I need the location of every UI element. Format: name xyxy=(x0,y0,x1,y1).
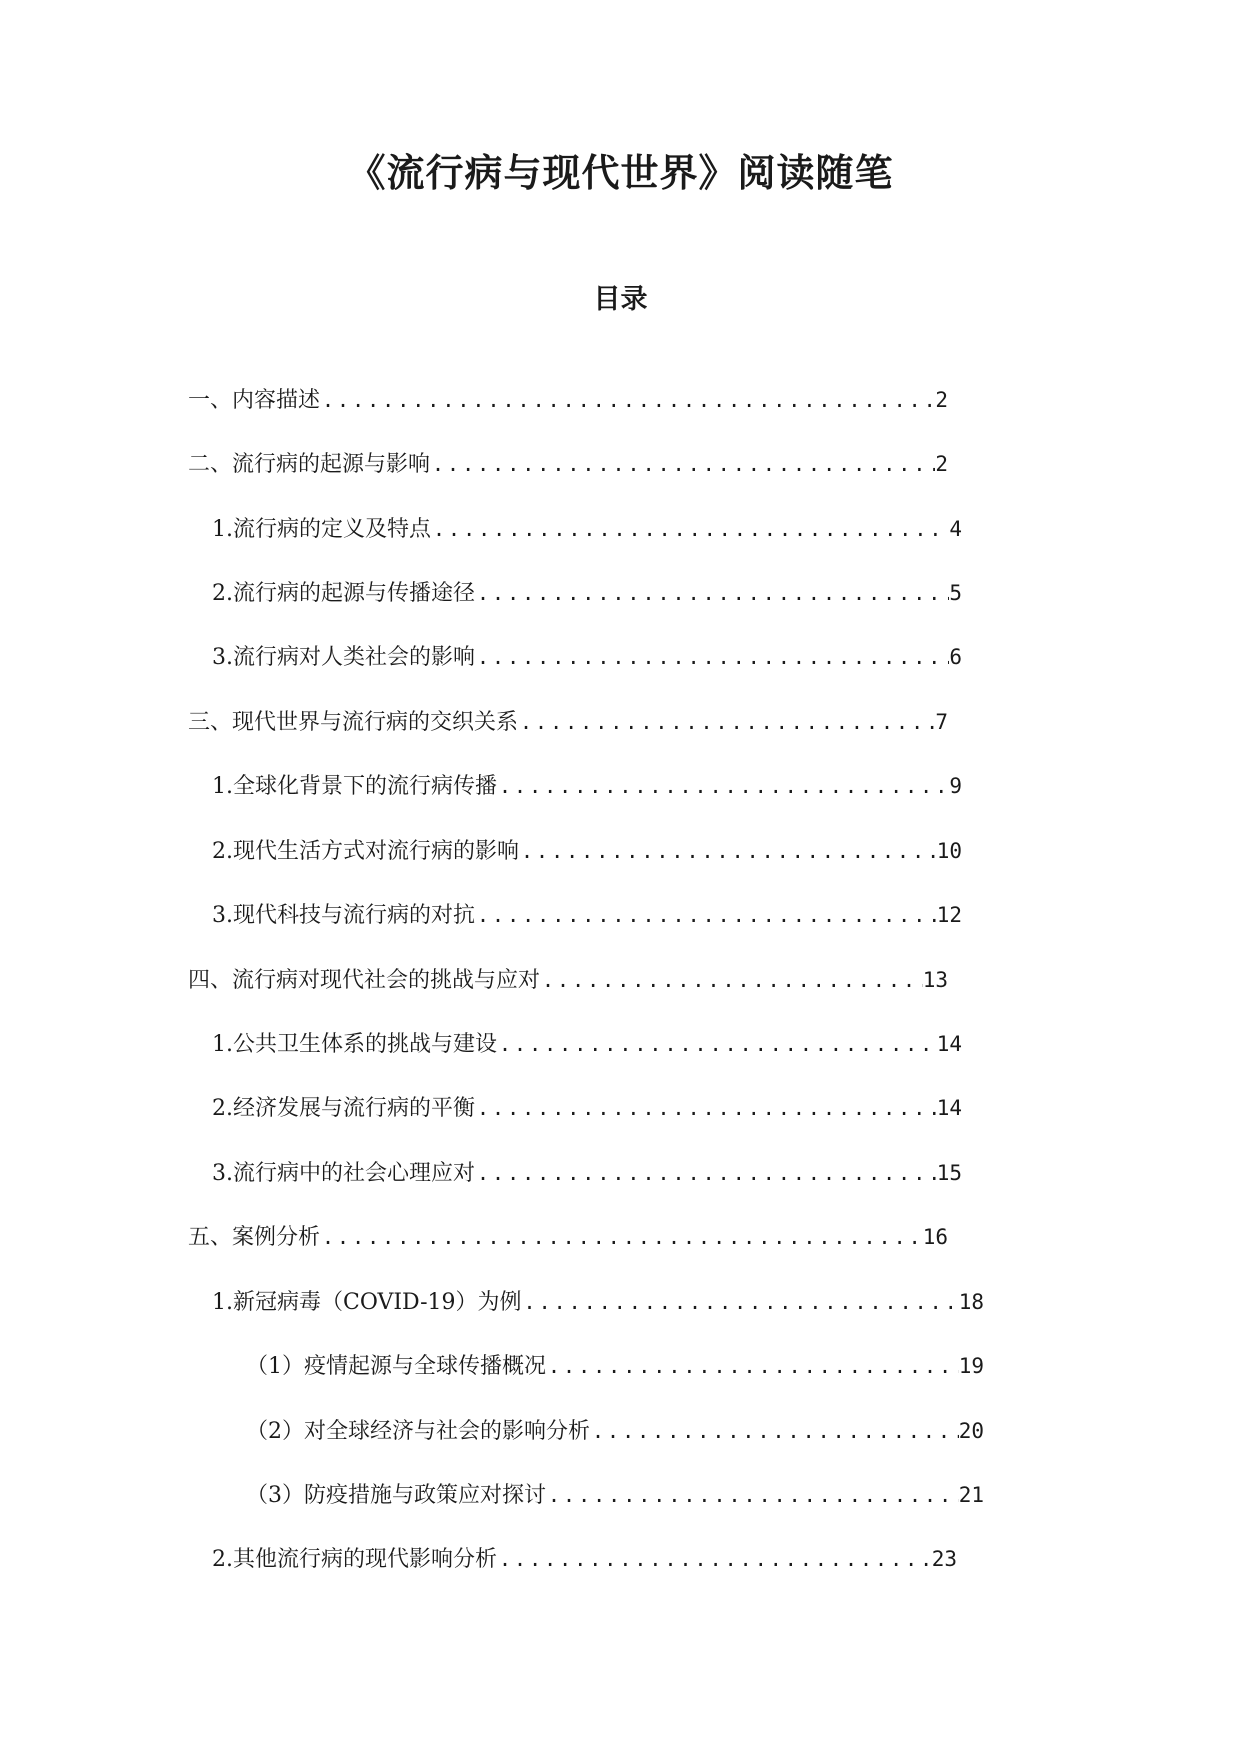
toc-entry-label: 经济发展与流行病的平衡 xyxy=(233,1096,476,1121)
toc-dot-leader xyxy=(475,1153,937,1193)
toc-page-number: 14 xyxy=(936,1032,962,1056)
toc-page-number: 12 xyxy=(936,903,962,927)
toc-page-number: 18 xyxy=(958,1290,984,1314)
toc-page-number: 6 xyxy=(949,645,962,669)
toc-entry-number: 3. xyxy=(212,1161,233,1186)
toc-dot-leader xyxy=(475,573,949,613)
toc-page-number: 2 xyxy=(935,452,948,476)
toc-entry-number: 2. xyxy=(212,581,233,606)
toc-entry-number: 3. xyxy=(212,903,233,928)
toc-entry[interactable] xyxy=(212,766,962,806)
toc-entry-label: 其他流行病的现代影响分析 xyxy=(233,1547,498,1572)
toc-dot-leader xyxy=(475,895,937,935)
toc-page-number: 10 xyxy=(936,839,962,863)
toc-entry-label: 三、现代世界与流行病的交织关系 xyxy=(188,710,519,735)
toc-entry-label: 流行病的起源与传播途径 xyxy=(233,581,476,606)
toc-dot-leader xyxy=(431,509,949,549)
toc-page-number: 14 xyxy=(936,1096,962,1120)
toc-dot-leader xyxy=(497,766,949,806)
toc-entry-label: （2）对全球经济与社会的影响分析 xyxy=(246,1419,590,1444)
toc-dot-leader xyxy=(475,637,949,677)
toc-dot-leader xyxy=(540,960,923,1000)
toc-page-number: 16 xyxy=(922,1225,948,1249)
toc-dot-leader xyxy=(522,1282,959,1322)
toc-entry-label: 新冠病毒（COVID-19）为例 xyxy=(233,1290,522,1315)
toc-entry[interactable] xyxy=(212,637,962,677)
toc-entry-number: 2. xyxy=(212,1547,233,1572)
toc-entry-label: 现代科技与流行病的对抗 xyxy=(233,903,476,928)
toc-entry[interactable] xyxy=(212,1088,962,1128)
toc-entry-number: 2. xyxy=(212,839,233,864)
toc-entry[interactable] xyxy=(212,509,962,549)
toc-dot-leader xyxy=(546,1346,959,1386)
toc-dot-leader xyxy=(475,1088,937,1128)
toc-entry-label: 二、流行病的起源与影响 xyxy=(188,452,431,477)
toc-dot-leader xyxy=(518,702,935,742)
toc-entry-label: 一、内容描述 xyxy=(188,388,321,413)
toc-entry[interactable] xyxy=(212,1024,962,1064)
toc-entry[interactable] xyxy=(188,380,948,420)
toc-dot-leader xyxy=(546,1475,959,1515)
toc-entry[interactable] xyxy=(212,1539,957,1579)
toc-dot-leader xyxy=(320,1217,923,1257)
toc-entry[interactable] xyxy=(188,960,948,1000)
toc-entry-label: 流行病的定义及特点 xyxy=(233,517,432,542)
toc-entry[interactable] xyxy=(212,573,962,613)
toc-entry-number: 2. xyxy=(212,1096,233,1121)
toc-page-number: 7 xyxy=(935,710,948,734)
toc-entry-label: （1）疫情起源与全球传播概况 xyxy=(246,1354,546,1379)
toc-page-number: 15 xyxy=(936,1161,962,1185)
toc-page-number: 13 xyxy=(922,968,948,992)
toc-entry-number: 1. xyxy=(212,1032,233,1057)
toc-entry-label: 公共卫生体系的挑战与建设 xyxy=(233,1032,498,1057)
toc-page-number: 2 xyxy=(935,388,948,412)
toc-page-number: 21 xyxy=(958,1483,984,1507)
toc-entry[interactable] xyxy=(246,1475,984,1515)
toc-entry[interactable] xyxy=(246,1346,984,1386)
toc-entry-number: 3. xyxy=(212,645,233,670)
toc-entry-number: 1. xyxy=(212,517,233,542)
toc-entry-label: 五、案例分析 xyxy=(188,1225,321,1250)
toc-page-number: 4 xyxy=(949,517,962,541)
toc-entry-label: 现代生活方式对流行病的影响 xyxy=(233,839,520,864)
toc-dot-leader xyxy=(497,1539,932,1579)
toc-entry-label: 四、流行病对现代社会的挑战与应对 xyxy=(188,968,541,993)
toc-entry[interactable] xyxy=(212,1282,984,1322)
toc-dot-leader xyxy=(430,444,935,484)
document-title: 《流行病与现代世界》阅读随笔 xyxy=(347,150,894,195)
toc-heading: 目录 xyxy=(593,284,648,315)
toc-page-number: 9 xyxy=(949,774,962,798)
toc-entry[interactable] xyxy=(188,444,948,484)
toc-entry[interactable] xyxy=(212,895,962,935)
toc-dot-leader xyxy=(590,1411,959,1451)
toc-dot-leader xyxy=(519,831,937,871)
toc-dot-leader xyxy=(320,380,935,420)
toc-entry[interactable] xyxy=(212,831,962,871)
toc-entry[interactable] xyxy=(188,1217,948,1257)
toc-entry-number: 1. xyxy=(212,1290,233,1315)
toc-entry[interactable] xyxy=(188,702,948,742)
toc-entry-number: 1. xyxy=(212,774,233,799)
toc-page-number: 5 xyxy=(949,581,962,605)
toc-entry-label: 流行病中的社会心理应对 xyxy=(233,1161,476,1186)
toc-page-number: 23 xyxy=(931,1547,957,1571)
toc-entry[interactable] xyxy=(212,1153,962,1193)
toc-entry-label: 全球化背景下的流行病传播 xyxy=(233,774,498,799)
toc-entry[interactable] xyxy=(246,1411,984,1451)
toc-page-number: 19 xyxy=(958,1354,984,1378)
toc-page-number: 20 xyxy=(958,1419,984,1443)
toc-entry-label: （3）防疫措施与政策应对探讨 xyxy=(246,1483,546,1508)
toc-entry-label: 流行病对人类社会的影响 xyxy=(233,645,476,670)
toc-dot-leader xyxy=(497,1024,937,1064)
